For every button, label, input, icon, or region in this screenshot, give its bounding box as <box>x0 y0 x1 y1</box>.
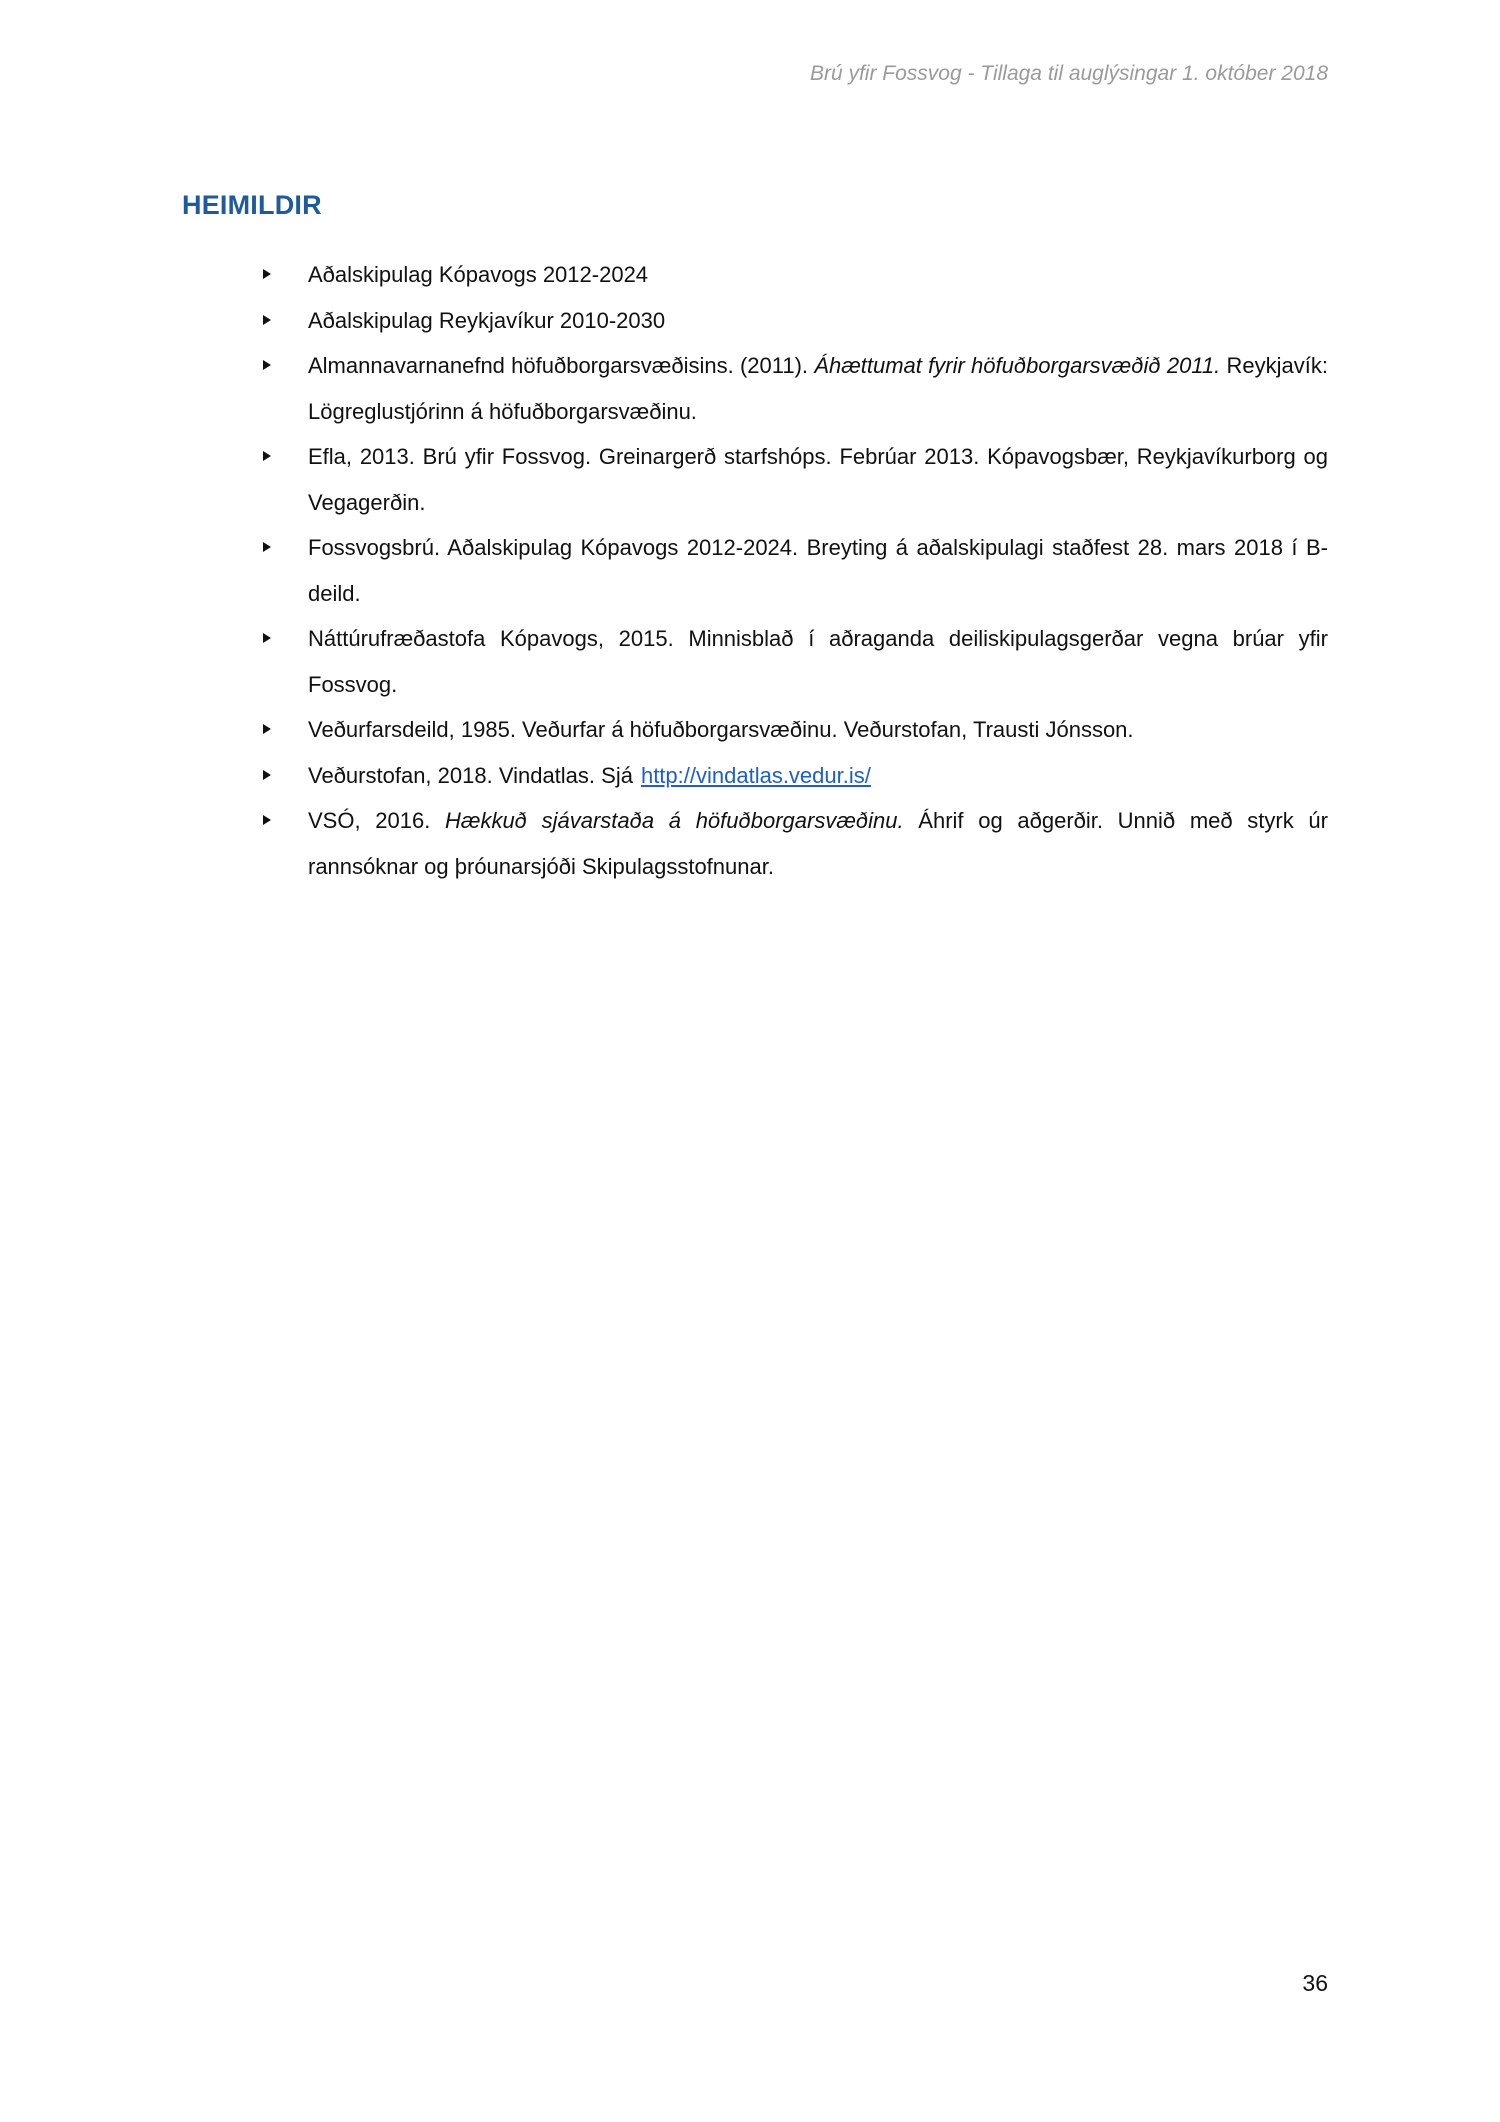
reference-item <box>258 525 1328 616</box>
bullet-arrow-icon <box>263 724 271 734</box>
reference-text: VSÓ, 2016. <box>308 808 445 833</box>
bullet-arrow-icon <box>263 360 271 370</box>
reference-text: Reykjavík: Lögreglustjórinn á höfuðborgarsvæðinu. <box>308 353 1328 424</box>
reference-item <box>258 798 1328 889</box>
reference-text: Aðalskipulag Kópavogs 2012-2024 <box>308 262 649 287</box>
bullet-arrow-icon <box>263 269 271 279</box>
reference-title-italic: Áhættumat fyrir höfuðborgarsvæðið 2011. <box>814 353 1221 378</box>
reference-text: Veðurstofan, 2018. Vindatlas. Sjá <box>308 762 633 788</box>
running-header: Brú yfir Fossvog - Tillaga til auglýsingar 1. október 2018 <box>809 62 1328 85</box>
bullet-arrow-icon <box>263 542 271 552</box>
reference-item <box>258 298 1328 344</box>
bullet-arrow-icon <box>263 770 271 780</box>
reference-text: Efla, 2013. Brú yfir Fossvog. Greinargerð starfshóps. Febrúar 2013. Kópavogsbær, Reykjavíkurborg og Vegagerðin. <box>308 444 1328 515</box>
reference-text: Áhrif og aðgerðir. Unnið með styrk úr rannsóknar og þróunarsjóði Skipulagsstofnunar. <box>308 808 1328 879</box>
vindatlas-link[interactable]: http://vindatlas.vedur.is/ <box>640 762 871 788</box>
page-number: 36 <box>1302 1970 1328 1996</box>
reference-item <box>258 343 1328 434</box>
reference-item <box>258 252 1328 298</box>
bullet-arrow-icon <box>263 315 271 325</box>
reference-item <box>258 707 1328 753</box>
reference-text: Aðalskipulag Reykjavíkur 2010-2030 <box>308 307 666 333</box>
reference-text: Fossvogsbrú. Aðalskipulag Kópavogs 2012-2024. Breyting á aðalskipulagi staðfest 28. mars 2018 í B-deild. <box>308 535 1328 606</box>
bullet-arrow-icon <box>263 815 271 825</box>
bullet-arrow-icon <box>263 633 271 643</box>
reference-item <box>258 434 1328 525</box>
section-heading: HEIMILDIR <box>182 190 322 220</box>
reference-item <box>258 753 1328 799</box>
reference-text: Veðurfarsdeild, 1985. Veðurfar á höfuðborgarsvæðinu. Veðurstofan, Trausti Jónsson. <box>308 717 1134 742</box>
reference-text: Náttúrufræðastofa Kópavogs, 2015. Minnisblað í aðraganda deiliskipulagsgerðar vegna brúar yfir Fossvog. <box>308 626 1328 697</box>
reference-item <box>258 616 1328 707</box>
reference-text: Almannavarnanefnd höfuðborgarsvæðisins. (2011). <box>308 353 815 378</box>
reference-list <box>258 252 1328 889</box>
bullet-arrow-icon <box>263 451 271 461</box>
reference-title-italic: Hækkuð sjávarstaða á höfuðborgarsvæðinu. <box>445 808 904 833</box>
